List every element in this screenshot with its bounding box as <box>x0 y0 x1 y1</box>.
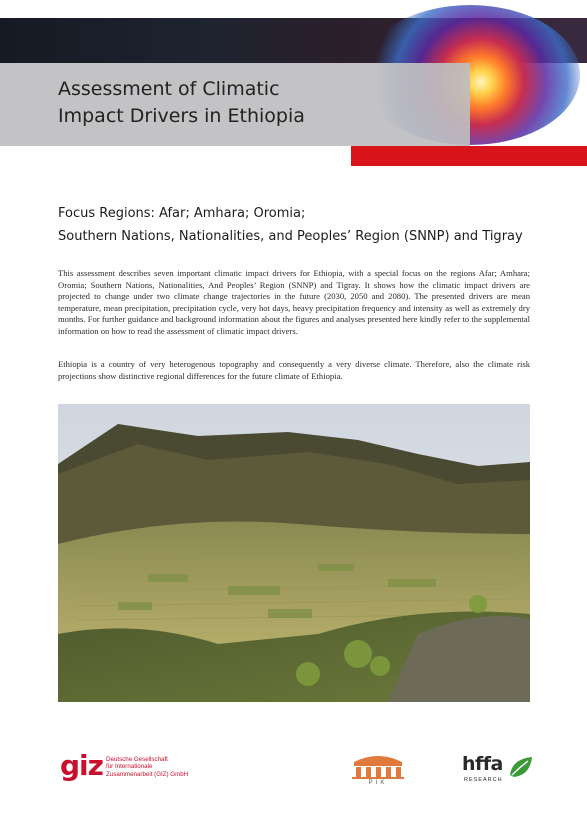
focus-line-1: Focus Regions: Afar; Amhara; Oromia; <box>58 206 306 221</box>
title-line-2: Impact Drivers in Ethiopia <box>58 105 305 127</box>
giz-logo <box>60 749 210 787</box>
pik-logo <box>350 752 406 788</box>
focus-line-2: Southern Nations, Nationalities, and Peoples’ Region (SNNP) and Tigray <box>58 229 523 244</box>
landscape-photo <box>58 404 530 702</box>
accent-bar <box>351 146 587 166</box>
giz-name-line-3: Zusammenarbeit (GIZ) GmbH <box>106 770 189 778</box>
page-title <box>58 76 438 130</box>
giz-name-line-1: Deutsche Gesellschaft <box>106 756 168 763</box>
focus-regions-heading <box>58 202 538 248</box>
leaf-icon <box>508 755 534 781</box>
title-line-1: Assessment of Climatic <box>58 78 280 100</box>
hffa-wordmark: hffa <box>462 753 503 775</box>
giz-wordmark: giz <box>60 749 103 782</box>
pik-emblem-icon <box>350 752 406 780</box>
hffa-subtitle: RESEARCH <box>464 777 503 783</box>
giz-name <box>106 756 206 778</box>
hffa-logo <box>462 753 538 787</box>
topography-paragraph: Ethiopia is a country of very heterogenous topography and consequently a very diverse climate. Therefore, also the climate risk projections show distinctive regional differences for the future climate of Ethiopia. <box>58 359 530 381</box>
pik-label: PIK <box>368 780 388 786</box>
giz-name-line-2: für Internationale <box>106 763 153 771</box>
intro-paragraph: This assessment describes seven important climatic impact drivers for Ethiopia, with a special focus on the regions Afar; Amhara; Oromia; Southern Nations, Nationalities, And Peoples’ Region (SNNP) and Tigray. It shows how the climatic impact drivers are projected to change under two climate change trajectories in the future (2030, 2050 and 2080). The presented drivers are mean temperature, mean precipitation, precipitation cycle, very hot days, heavy precipitation frequency and intensity as well as extremely dry months. For further guidance and background information about the figures and analyses presented here kindly refer to the supplemental information on how to read the assessment of climatic impact drivers. <box>58 268 530 336</box>
